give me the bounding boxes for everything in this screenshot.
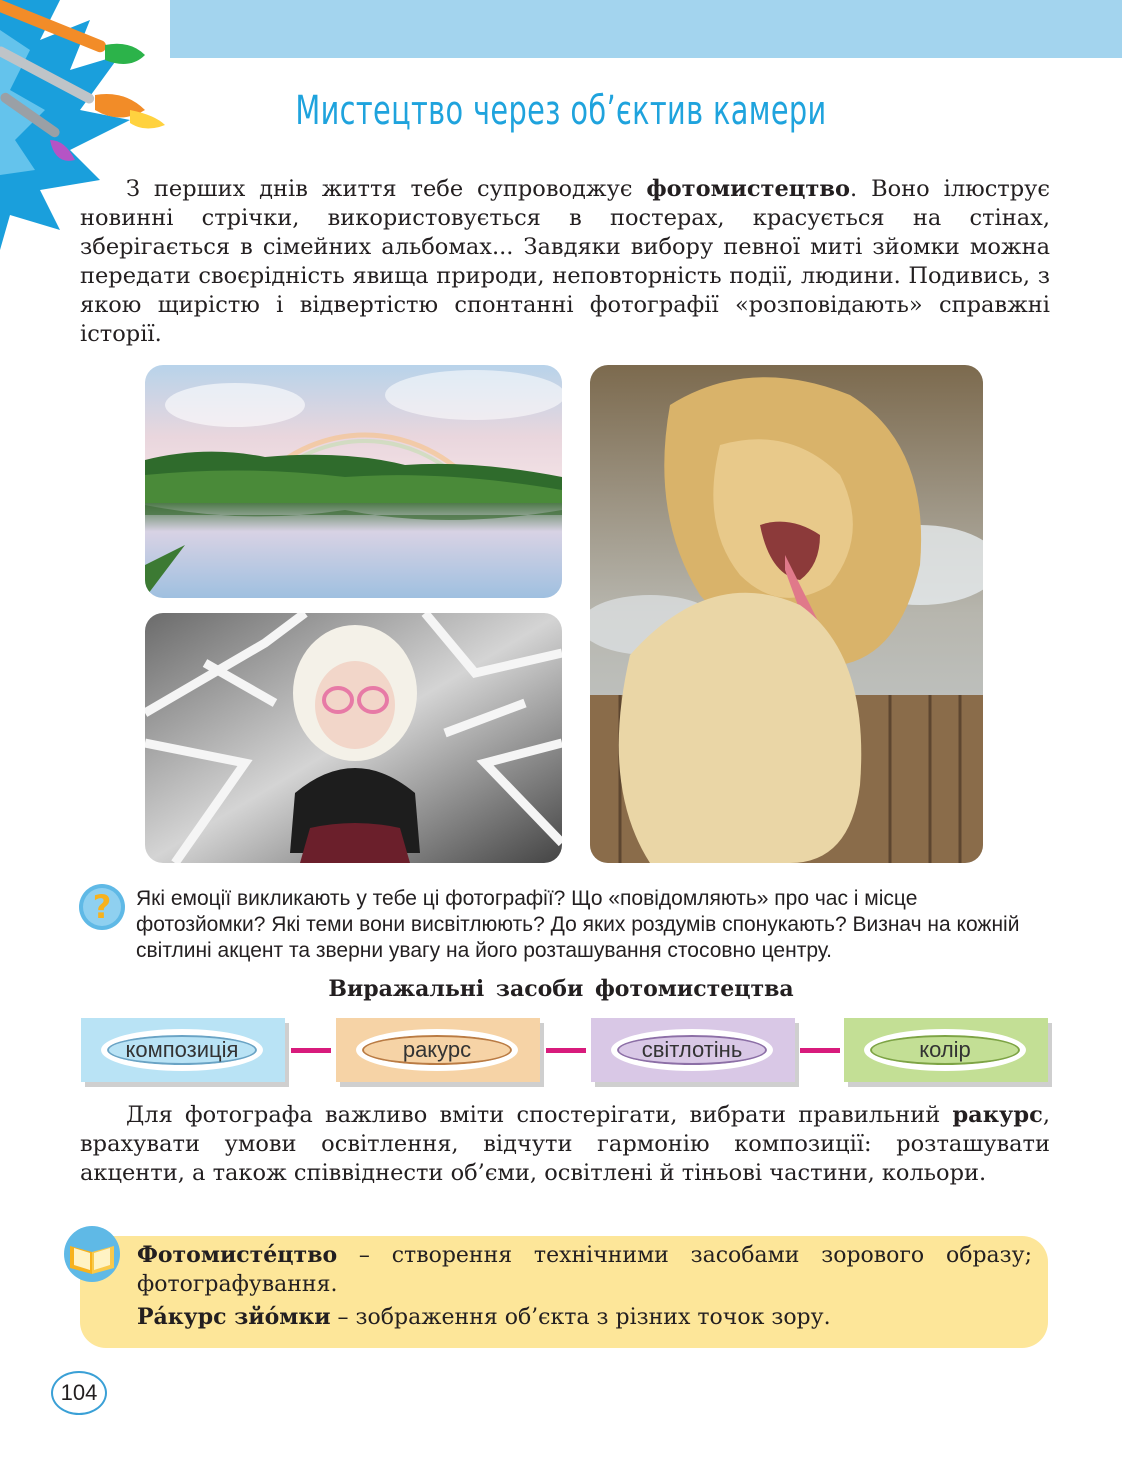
definition-term: Ра́курс зйо́мки (137, 1304, 331, 1330)
scheme-item-label: композиція (101, 1029, 263, 1071)
scheme-connector (291, 1048, 331, 1053)
question-text: Які емоції викликають у тебе ці фотографії? Що «повідомляють» про час і місце фотозйомки? Які теми вони висвітлюють? До яких роздумів спонукають? Визнач на кожній світлині акцент та зверни увагу на його розташування стосовно центру. (136, 887, 1020, 962)
body-term: ракурс (952, 1102, 1043, 1128)
header-band (170, 0, 1122, 58)
scheme-item-label: колір (864, 1029, 1026, 1071)
svg-text:?: ? (92, 888, 112, 926)
definition-text: – створення технічними засобами зорового образу; фотографування. (137, 1243, 1032, 1297)
page-number: 104 (51, 1371, 107, 1415)
scheme-connector (800, 1048, 840, 1053)
intro-term: фотомистецтво (646, 176, 851, 202)
scheme-item-color (844, 1018, 1048, 1082)
intro-paragraph (80, 175, 1050, 349)
scheme-item-chiaroscuro (591, 1018, 795, 1082)
lion-photo (590, 365, 983, 863)
scheme-item-composition (81, 1018, 285, 1082)
lake-rainbow-photo (145, 365, 562, 598)
definition-text: – зображення об’єкта з різних точок зору. (330, 1305, 831, 1330)
intro-text-2: . Воно ілюструє новинні стрічки, використовується в постерах, красується на стінах, зберігається в сімейних альбомах... Завдяки вибору певної миті зйомки можна передати своєрідність явища природи, неповторність події, людини. Подивись, з якою щирістю і відвертістю спонтанні фотографії «розповідають» справжні історії. (80, 176, 1050, 347)
book-icon (62, 1224, 122, 1284)
scheme-item-angle (336, 1018, 540, 1082)
body-paragraph (80, 1101, 1050, 1188)
definition-shooting-angle (137, 1303, 1032, 1332)
intro-text-1: З перших днів життя тебе супроводжує (126, 176, 647, 202)
definition-term: Фотомисте́цтво (137, 1242, 338, 1268)
scheme-connector (546, 1048, 586, 1053)
page-title: Мистецтво через об’єктив камери (295, 88, 827, 134)
body-text-1: Для фотографа важливо вміти спостерігати, вибрати правильний (126, 1102, 953, 1128)
scheme-title: Виражальні засоби фотомистецтва (328, 976, 794, 1002)
definition-photoart (137, 1241, 1032, 1299)
scheme-item-label: світлотінь (611, 1029, 773, 1071)
body-text-2: , врахувати умови освітлення, відчути гармонію композиції: розташувати акценти, а також співвіднести об’єми, освітлені й тіньові частини, кольори. (80, 1102, 1050, 1186)
scheme-item-label: ракурс (356, 1029, 518, 1071)
question-icon (77, 882, 127, 932)
girl-glasses-photo (145, 613, 562, 863)
